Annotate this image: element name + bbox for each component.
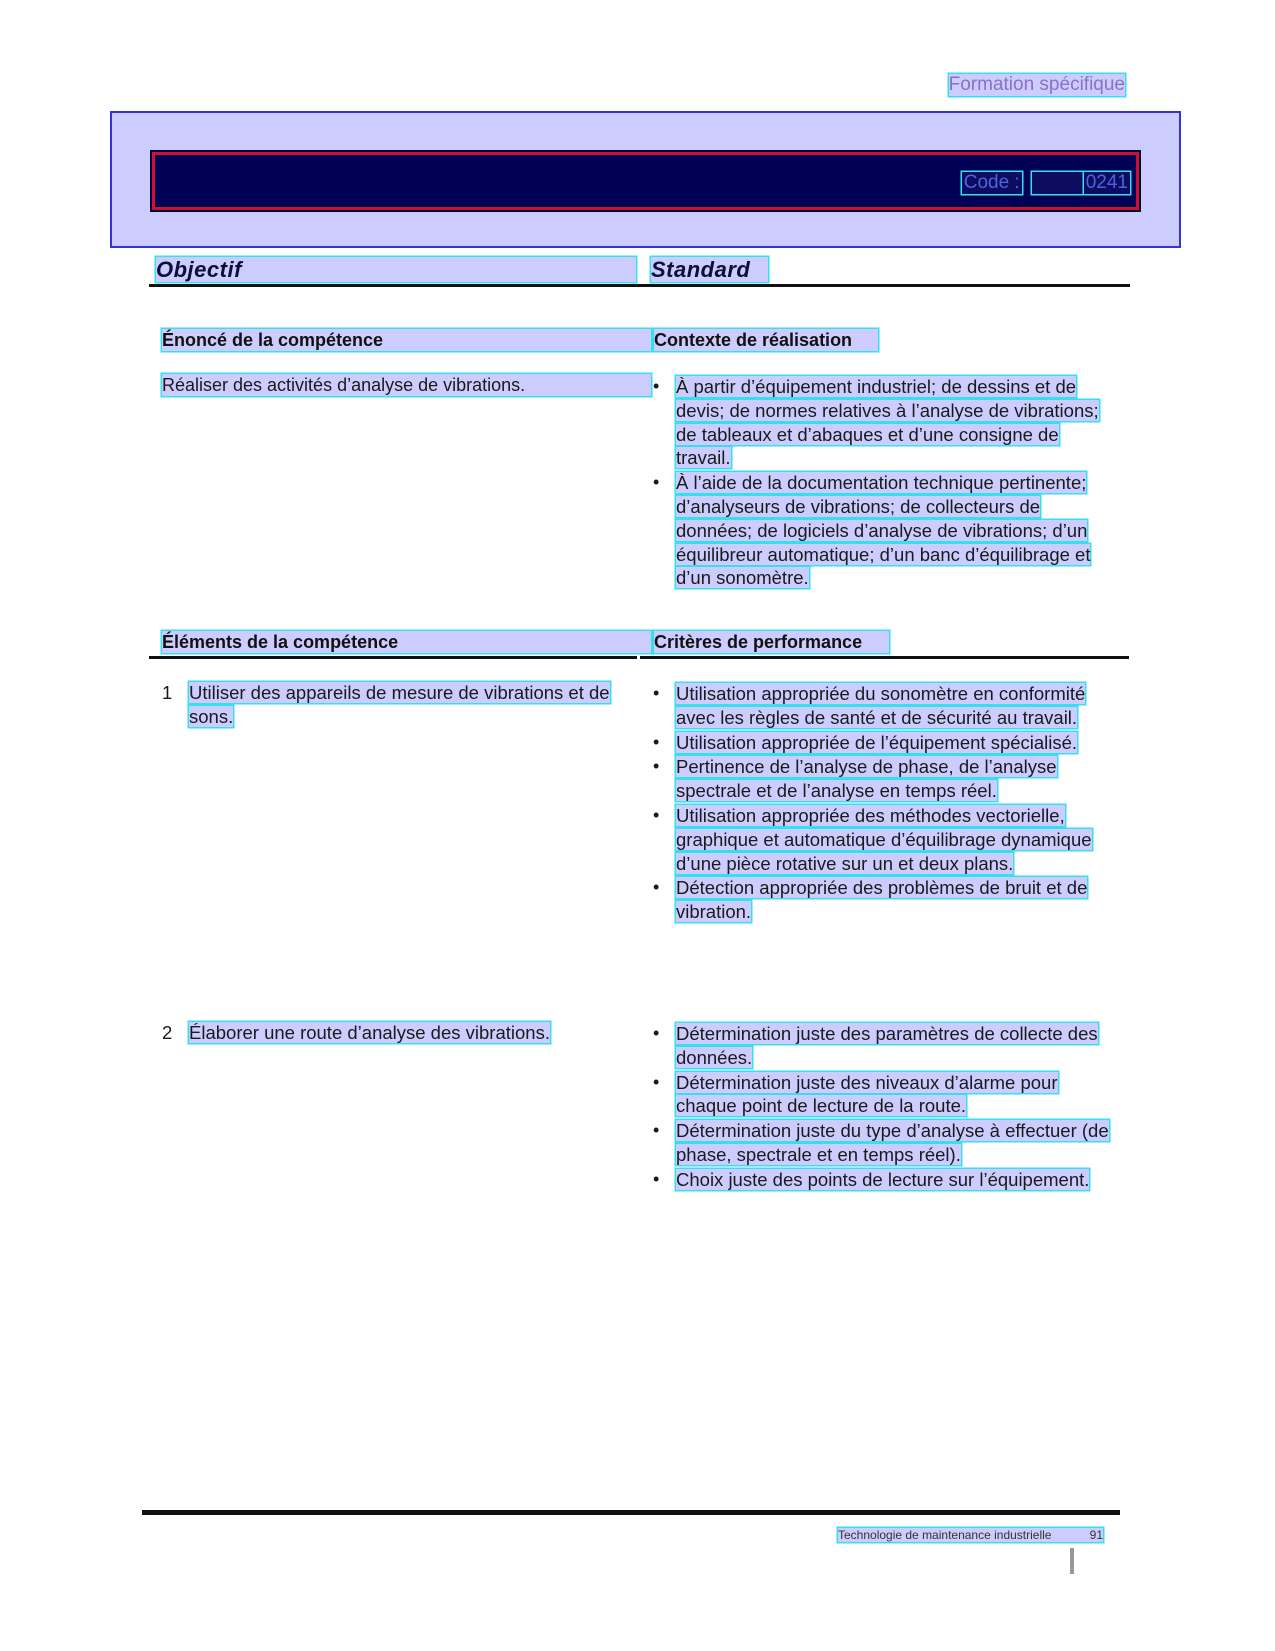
element-text: Élaborer une route d’analyse des vibrations.	[189, 1022, 550, 1043]
standard-title: Standard	[651, 257, 768, 282]
element-2	[162, 1021, 652, 1045]
code-spacer	[1032, 172, 1084, 194]
elements-heading: Éléments de la compétence	[162, 631, 651, 653]
element-number: 1	[162, 682, 173, 703]
criteres-divider	[640, 656, 1129, 659]
enonce-heading: Énoncé de la compétence	[162, 329, 651, 351]
list-item: • À l’aide de la documentation technique pertinente; d’analyseurs de vibrations; de collecteurs de données; de logiciels d’analyse de vibrations; d’un équilibreur automatique; d’un banc d’équilibrage et d’un sonomètre.	[653, 471, 1113, 590]
list-item: • Choix juste des points de lecture sur l’équipement.	[653, 1168, 1113, 1192]
document-section-label: Formation spécifique	[948, 74, 1125, 95]
enonce-text: Réaliser des activités d’analyse de vibrations.	[162, 374, 651, 396]
criteres-heading: Critères de performance	[654, 631, 889, 653]
code-bar	[152, 152, 1139, 210]
footer-rule	[142, 1510, 1120, 1515]
list-item: • Utilisation appropriée de l’équipement spécialisé.	[653, 731, 1113, 755]
list-item: • À partir d’équipement industriel; de dessins et de devis; de normes relatives à l’analyse de vibrations; de tableaux et d’abaques et d’une consigne de travail.	[653, 375, 1113, 470]
list-item: • Utilisation appropriée des méthodes vectorielle, graphique et automatique d’équilibrage dynamique d’une pièce rotative sur un et deux plans.	[653, 804, 1113, 875]
objectif-title: Objectif	[156, 257, 636, 282]
list-item: • Utilisation appropriée du sonomètre en conformité avec les règles de santé et de sécurité au travail.	[653, 682, 1113, 730]
list-item: • Détection appropriée des problèmes de bruit et de vibration.	[653, 876, 1113, 924]
criteres-list-1	[653, 682, 1113, 925]
element-text: Utiliser des appareils de mesure de vibrations et de sons.	[189, 682, 610, 727]
section-divider	[149, 284, 1130, 287]
contexte-list	[653, 375, 1113, 591]
competency-code	[962, 172, 1130, 194]
element-1	[162, 681, 652, 729]
element-number: 2	[162, 1022, 173, 1043]
footer-title: Technologie de maintenance industrielle	[838, 1528, 1052, 1542]
list-item: • Détermination juste du type d’analyse à effectuer (de phase, spectrale et en temps réel).	[653, 1119, 1113, 1167]
page-number: 91	[1089, 1528, 1103, 1542]
code-label: Code :	[963, 172, 1020, 193]
list-item: • Détermination juste des niveaux d’alarme pour chaque point de lecture de la route.	[653, 1071, 1113, 1119]
contexte-heading: Contexte de réalisation	[654, 329, 878, 351]
code-value: 0241	[1085, 172, 1128, 193]
competency-header-box	[110, 111, 1181, 248]
footer	[838, 1528, 1103, 1542]
list-item: • Pertinence de l’analyse de phase, de l’analyse spectrale et de l’analyse en temps réel.	[653, 755, 1113, 803]
page-marker	[1070, 1548, 1074, 1574]
criteres-list-2	[653, 1022, 1113, 1193]
elements-divider	[149, 656, 637, 659]
list-item: • Détermination juste des paramètres de collecte des données.	[653, 1022, 1113, 1070]
